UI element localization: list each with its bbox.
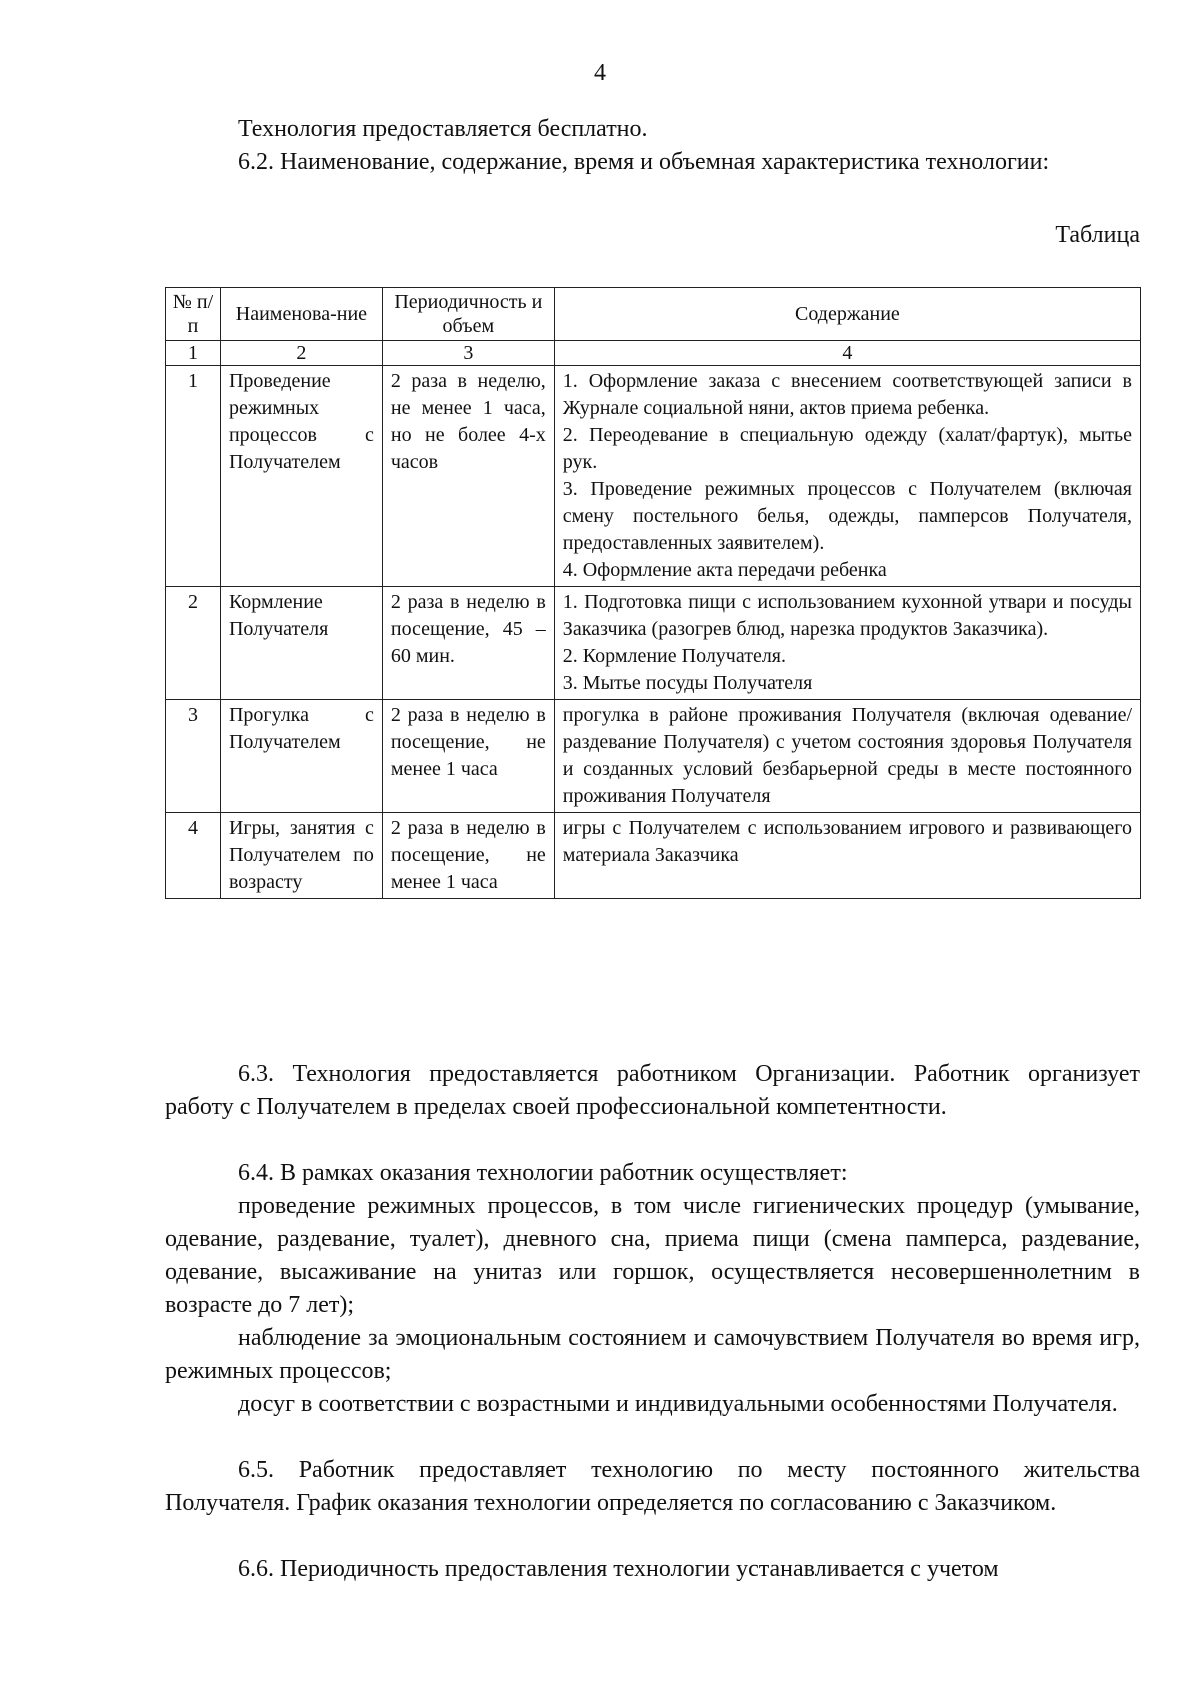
row-number: 4 bbox=[166, 813, 221, 899]
row-content bbox=[554, 587, 1140, 700]
row-name: Игры, занятия с Получателем по возрасту bbox=[220, 813, 382, 899]
header-num: № п/п bbox=[166, 288, 221, 341]
page-number: 4 bbox=[594, 60, 606, 86]
paragraph-6-4: 6.4. В рамках оказания технологии работник осуществляет: bbox=[238, 1160, 848, 1186]
free-service-note: Технология предоставляется бесплатно. bbox=[238, 116, 648, 142]
row-name: Кормление Получателя bbox=[220, 587, 382, 700]
header-content: Содержание bbox=[554, 288, 1140, 341]
row-number: 3 bbox=[166, 700, 221, 813]
table-row bbox=[166, 813, 1141, 899]
table-header-row bbox=[166, 288, 1141, 341]
row-period: 2 раза в неделю в посещение, не менее 1 часа bbox=[382, 813, 554, 899]
content-line: 1. Оформление заказа с внесением соответствующей записи в Журнале социальной няни, актов приема ребенка. bbox=[562, 370, 1132, 419]
paragraph-6-3: 6.3. Технология предоставляется работником Организации. Работник организует работу с Получателем в пределах своей профессиональной компетентности. bbox=[165, 1061, 1140, 1120]
column-number-row bbox=[166, 341, 1141, 366]
paragraph-6-4-item: наблюдение за эмоциональным состоянием и самочувствием Получателя во время игр, режимных процессов; bbox=[165, 1325, 1140, 1384]
paragraph-6-4-item: проведение режимных процессов, в том числе гигиенических процедур (умывание, одевание, раздевание, туалет), дневного сна, приема пищи (смена памперса, раздевание, одевание, высаживание на унитаз или горшок, осуществляется несовершеннолетним в возрасте до 7 лет); bbox=[165, 1193, 1140, 1318]
content-line: 1. Подготовка пищи с использованием кухонной утвари и посуды Заказчика (разогрев блюд, нарезка продуктов Заказчика). bbox=[562, 591, 1132, 640]
row-name: Прогулка с Получателем bbox=[220, 700, 382, 813]
table-row bbox=[166, 366, 1141, 587]
table-row bbox=[166, 587, 1141, 700]
section-6-2-heading: 6.2. Наименование, содержание, время и объемная характеристика технологии: bbox=[238, 149, 1050, 175]
col-number: 2 bbox=[220, 341, 382, 366]
content-line: 3. Проведение режимных процессов с Получателем (включая смену постельного белья, одежды, памперсов Получателя, предоставленных заявителем). bbox=[562, 478, 1132, 554]
table-row bbox=[166, 700, 1141, 813]
paragraph-6-5: 6.5. Работник предоставляет технологию по месту постоянного жительства Получателя. График оказания технологии определяется по согласованию с Заказчиком. bbox=[165, 1457, 1140, 1516]
row-number: 1 bbox=[166, 366, 221, 587]
content-line: 2. Кормление Получателя. bbox=[562, 645, 787, 667]
header-name: Наименова-ние bbox=[220, 288, 382, 341]
col-number: 3 bbox=[382, 341, 554, 366]
row-number: 2 bbox=[166, 587, 221, 700]
paragraph-6-6: 6.6. Периодичность предоставления технологии устанавливается с учетом bbox=[238, 1556, 999, 1582]
row-content bbox=[554, 366, 1140, 587]
row-name: Проведение режимных процессов с Получателем bbox=[220, 366, 382, 587]
header-period: Периодичность и объем bbox=[382, 288, 554, 341]
col-number: 1 bbox=[166, 341, 221, 366]
table-label: Таблица bbox=[1055, 222, 1140, 248]
technology-table bbox=[165, 287, 1141, 899]
row-period: 2 раза в неделю в посещение, не менее 1 часа bbox=[382, 700, 554, 813]
content-line: 3. Мытье посуды Получателя bbox=[562, 672, 813, 694]
row-period: 2 раза в неделю в посещение, 45 – 60 мин. bbox=[382, 587, 554, 700]
col-number: 4 bbox=[554, 341, 1140, 366]
row-period: 2 раза в неделю, не менее 1 часа, но не более 4-х часов bbox=[382, 366, 554, 587]
content-line: 4. Оформление акта передачи ребенка bbox=[562, 559, 887, 581]
row-content bbox=[554, 700, 1140, 813]
row-content bbox=[554, 813, 1140, 899]
content-line: игры с Получателем с использованием игрового и развивающего материала Заказчика bbox=[562, 817, 1132, 866]
content-line: прогулка в районе проживания Получателя (включая одевание/раздевание Получателя) с учетом состояния здоровья Получателя и созданных условий безбарьерной среды в месте постоянного проживания Получателя bbox=[562, 704, 1132, 807]
content-line: 2. Переодевание в специальную одежду (халат/фартук), мытье рук. bbox=[562, 424, 1132, 473]
paragraph-6-4-item: досуг в соответствии с возрастными и индивидуальными особенностями Получателя. bbox=[238, 1391, 1118, 1417]
